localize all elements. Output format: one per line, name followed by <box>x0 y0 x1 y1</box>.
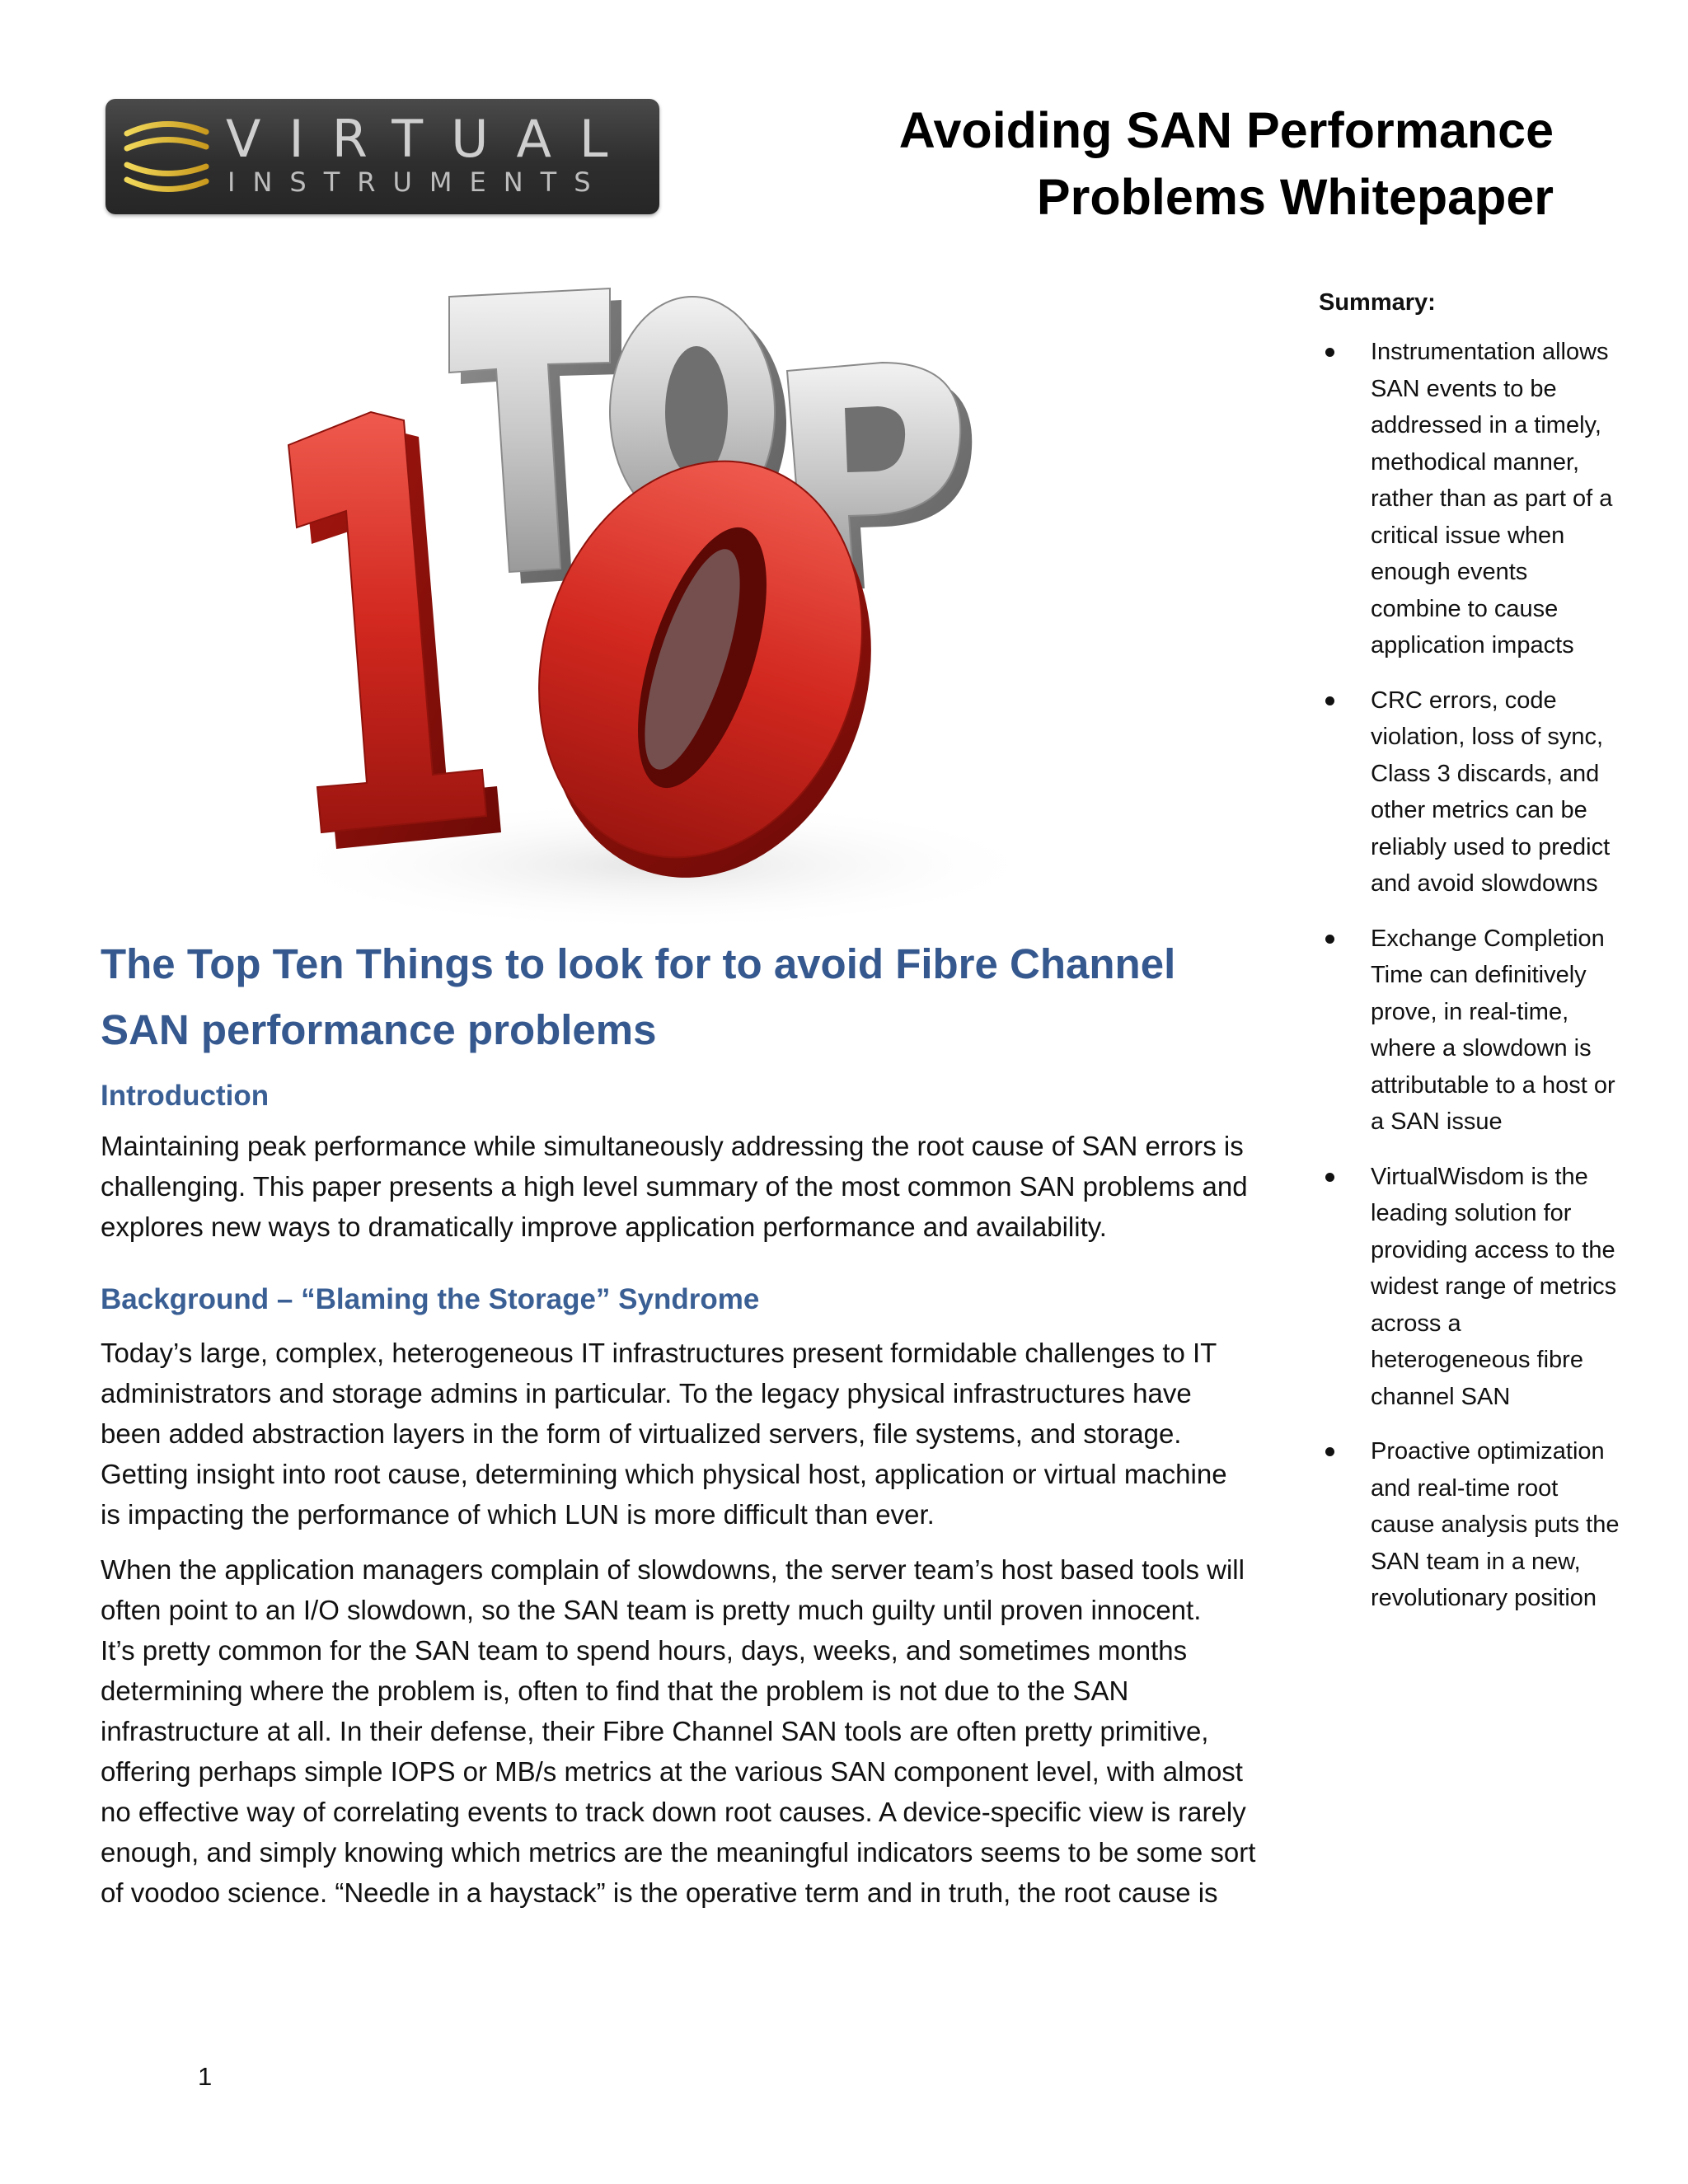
top-10-3d-text-icon <box>198 272 1071 931</box>
text-line: explores new ways to dramatically improve application performance and availability. <box>101 1212 1107 1242</box>
text-line: Getting insight into root cause, determining which physical host, application or virtual machine <box>101 1459 1227 1489</box>
summary-item-text: Proactive optimization and real-time root cause analysis puts the SAN team in a new, revolutionary position <box>1371 1438 1620 1611</box>
text-line: Maintaining peak performance while simultaneously addressing the root cause of SAN errors is <box>101 1131 1244 1161</box>
text-line: challenging. This paper presents a high level summary of the most common SAN problems and <box>101 1171 1248 1202</box>
text-line: infrastructure at all. In their defense, their Fibre Channel SAN tools are often pretty primitive, <box>101 1716 1209 1746</box>
bullet-icon <box>1325 696 1334 705</box>
page-title <box>812 97 1554 231</box>
article-heading-line-1: The Top Ten Things to look for to avoid Fibre Channel <box>101 940 1176 987</box>
bullet-icon <box>1325 935 1334 944</box>
summary-item-text: CRC errors, code violation, loss of sync, Class 3 discards, and other metrics can be reliably used to predict and avoid slowdowns <box>1371 687 1611 897</box>
background-paragraph-2 <box>101 1549 1287 1913</box>
introduction-paragraph <box>101 1126 1287 1247</box>
main-content <box>101 931 1287 1913</box>
text-line: It’s pretty common for the SAN team to spend hours, days, weeks, and sometimes months <box>101 1635 1188 1666</box>
text-line: enough, and simply knowing which metrics are the meaningful indicators seems to be some sort <box>101 1837 1256 1868</box>
bullet-icon <box>1325 1173 1334 1182</box>
logo-wordmark <box>226 109 638 198</box>
summary-item <box>1319 1433 1624 1617</box>
summary-item-text: Exchange Completion Time can definitively prove, in real-time, where a slowdown is attributable to a host or a SAN issue <box>1371 925 1615 1135</box>
summary-item <box>1319 682 1624 902</box>
company-logo <box>106 99 659 214</box>
background-heading: Background – “Blaming the Storage” Syndrome <box>101 1283 760 1315</box>
logo-word-virtual: VIRTUAL <box>226 109 636 169</box>
text-line: Today’s large, complex, heterogeneous IT infrastructures present formidable challenges to IT <box>101 1338 1217 1368</box>
summary-item-text: Instrumentation allows SAN events to be addressed in a timely, methodical manner, rather than as part of a critical issue when enough events combine to cause application impacts <box>1371 339 1613 658</box>
text-line: When the application managers complain of slowdowns, the server team’s host based tools will <box>101 1554 1245 1585</box>
summary-item <box>1319 921 1624 1141</box>
background-paragraph-1 <box>101 1333 1287 1535</box>
page-title-line-2: Problems Whitepaper <box>1036 169 1554 225</box>
text-line: no effective way of correlating events to track down root causes. A device-specific view is rarely <box>101 1797 1246 1827</box>
introduction-heading: Introduction <box>101 1080 270 1112</box>
page-number: 1 <box>198 2062 213 2091</box>
bullet-icon <box>1325 348 1334 357</box>
article-heading-line-2: SAN performance problems <box>101 1006 657 1053</box>
summary-heading: Summary: <box>1319 289 1436 316</box>
bullet-icon <box>1325 1447 1334 1456</box>
logo-word-instruments: INSTRUMENTS <box>227 166 608 198</box>
swoosh-lines-icon <box>120 114 211 199</box>
text-line: often point to an I/O slowdown, so the SAN team is pretty much guilty until proven innocent. <box>101 1595 1202 1625</box>
summary-item-text: VirtualWisdom is the leading solution for providing access to the widest range of metrics across a heterogeneous fibre channel SAN <box>1371 1163 1617 1410</box>
summary-sidebar <box>1319 284 1624 1635</box>
text-line: determining where the problem is, often to find that the problem is not due to the SAN <box>101 1675 1129 1706</box>
text-line: of voodoo science. “Needle in a haystack” is the operative term and in truth, the root cause is <box>101 1877 1218 1908</box>
number-one <box>288 412 501 849</box>
text-line: offering perhaps simple IOPS or MB/s metrics at the various SAN component level, with almost <box>101 1756 1243 1787</box>
text-line: been added abstraction layers in the form of virtualized servers, file systems, and storage. <box>101 1418 1182 1449</box>
text-line: is impacting the performance of which LUN is more difficult than ever. <box>101 1499 935 1530</box>
summary-item <box>1319 1159 1624 1416</box>
text-line: administrators and storage admins in particular. To the legacy physical infrastructures have <box>101 1378 1192 1408</box>
summary-item <box>1319 334 1624 664</box>
article-heading <box>101 931 1287 1063</box>
page-title-line-1: Avoiding SAN Performance <box>898 102 1554 158</box>
